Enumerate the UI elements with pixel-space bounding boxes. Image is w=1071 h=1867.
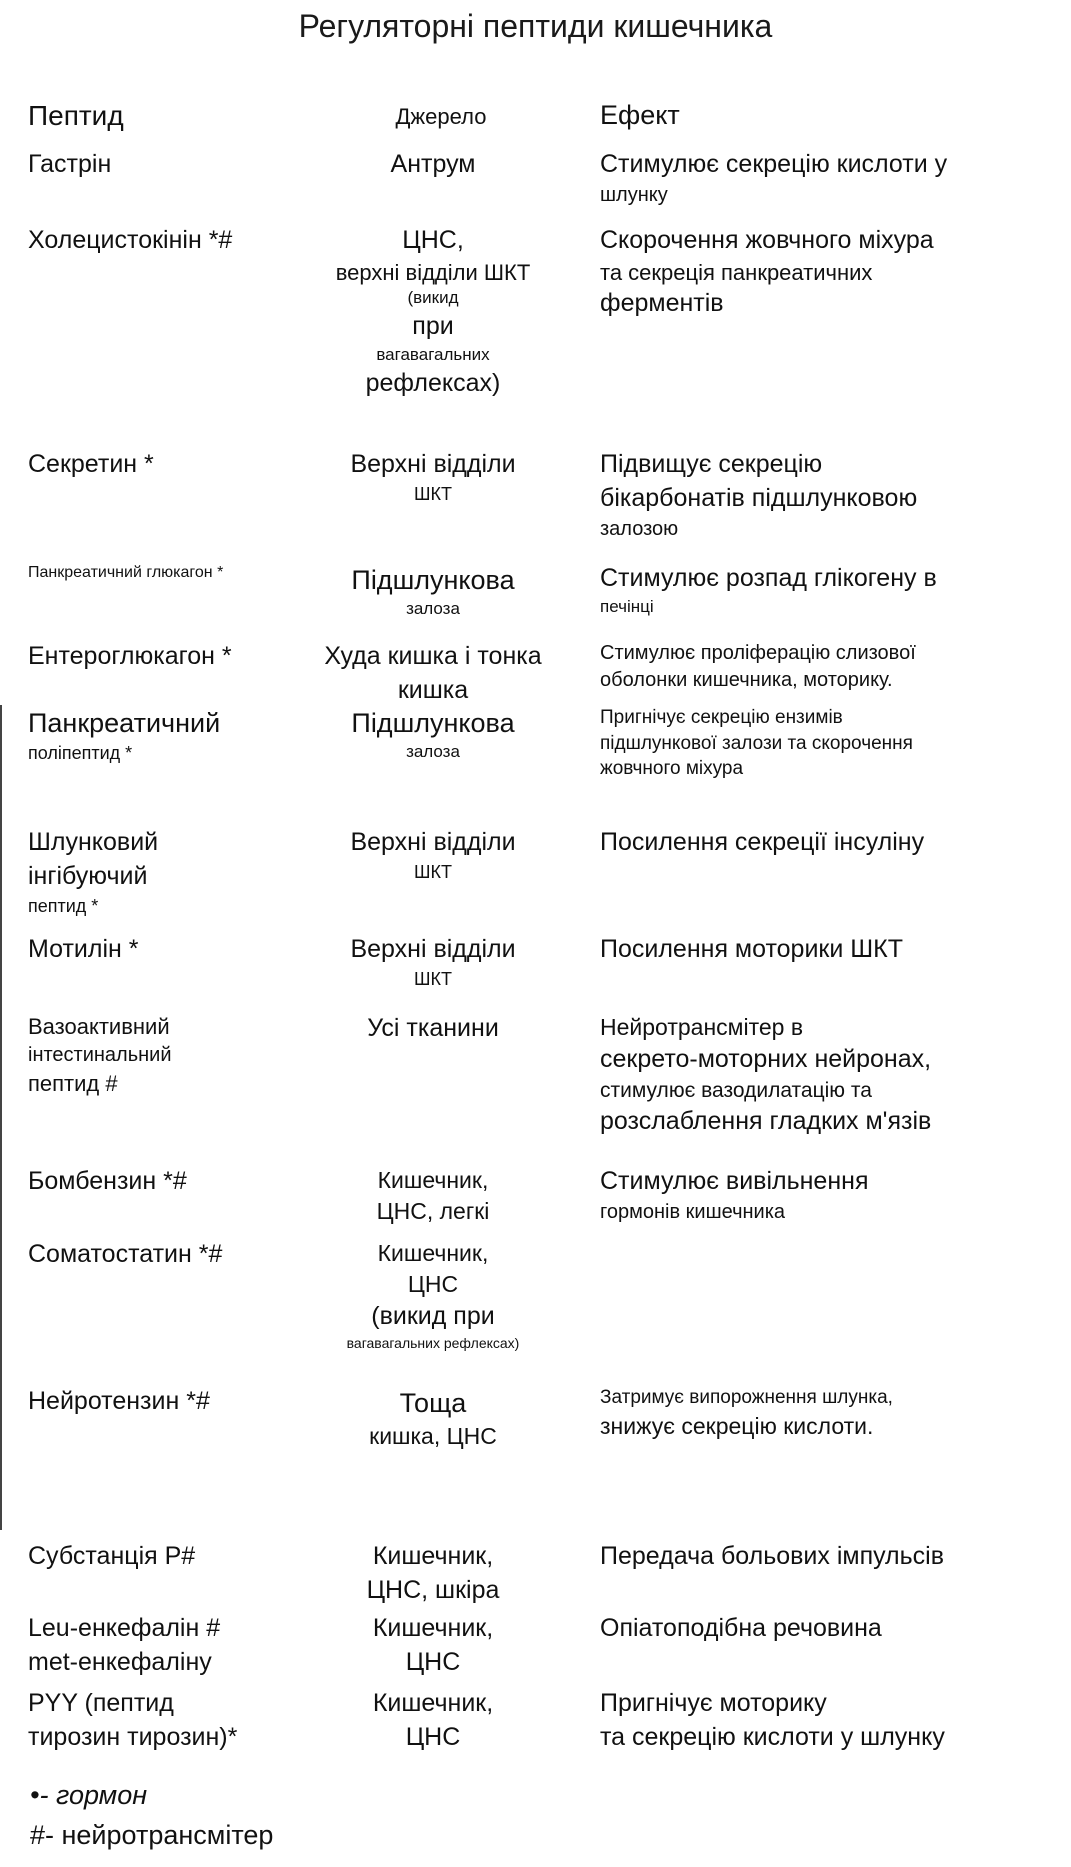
effect-cell <box>600 933 1055 967</box>
effect-cell-line: Нейротрансмітер в <box>600 1014 804 1040</box>
peptide-cell-line: Секретин * <box>28 450 154 478</box>
source-cell <box>292 148 574 182</box>
peptide-cell <box>28 562 290 584</box>
peptide-cell-line: Панкреатичний <box>28 708 221 738</box>
effect-cell-line: печінці <box>600 596 654 616</box>
left-edge-line <box>0 705 2 1085</box>
header-peptide: Пептид <box>28 100 124 131</box>
effect-cell-line: Передача больових імпульсів <box>600 1542 945 1570</box>
source-cell <box>292 1385 574 1452</box>
effect-cell-line: підшлункової залози та скорочення <box>600 732 913 754</box>
peptide-cell <box>28 1612 290 1680</box>
source-cell-line: Тоща <box>399 1388 467 1418</box>
effect-cell-line: знижує секрецію кислоти. <box>600 1412 874 1439</box>
source-cell-line: залоза <box>406 742 460 762</box>
source-cell-line: ЦНС <box>407 1271 459 1298</box>
peptide-cell <box>28 1165 290 1199</box>
source-cell <box>292 933 574 991</box>
source-cell <box>292 1540 574 1608</box>
legend-neurotransmitter: #- нейротрансмітер <box>30 1820 274 1850</box>
peptide-cell-line: пептид * <box>28 895 99 916</box>
source-cell-line: ЦНС, шкіра <box>366 1575 500 1604</box>
header-effect: Ефект <box>600 100 680 130</box>
peptide-cell-line: пептид # <box>28 1070 118 1096</box>
source-cell-line: Підшлункова <box>351 708 515 738</box>
source-cell-line: рефлексах) <box>365 369 501 398</box>
source-cell-line: вагавагальних рефлексах) <box>346 1334 520 1351</box>
peptide-cell-line: Субстанція Р# <box>28 1542 196 1570</box>
source-cell-line: Худа кишка і тонка кишка <box>324 642 542 704</box>
effect-cell <box>600 1385 1055 1442</box>
peptide-cell-line: Вазоактивний <box>28 1014 170 1039</box>
effect-cell <box>600 1612 1055 1646</box>
effect-cell-line: Скорочення жовчного міхура <box>600 226 934 254</box>
source-cell-line: Кишечник, <box>377 1167 489 1193</box>
source-cell-line: ЦНС, легкі <box>376 1198 490 1225</box>
effect-cell-line: розслаблення гладких м'язів <box>600 1107 932 1136</box>
effect-cell-line: Опіатоподібна речовина <box>600 1614 882 1642</box>
peptide-cell-line: Ентероглюкагон * <box>28 642 232 670</box>
effect-cell-line: Стимулює проліферацію слизової <box>600 642 916 664</box>
effect-cell <box>600 640 1055 694</box>
source-cell-line: Верхні відділи <box>350 828 516 856</box>
peptide-cell <box>28 224 290 258</box>
effect-cell <box>600 562 1055 619</box>
peptide-cell <box>28 148 290 182</box>
source-cell <box>292 1612 574 1680</box>
effect-cell-line: гормонів кишечника <box>600 1200 786 1223</box>
source-cell-line: Кишечник, <box>372 1614 494 1642</box>
source-cell <box>292 1238 574 1353</box>
source-cell <box>292 705 574 764</box>
peptide-cell <box>28 933 290 967</box>
source-cell-line: ЦНС <box>405 1722 461 1751</box>
peptide-cell <box>28 1687 290 1755</box>
source-cell <box>292 1012 574 1046</box>
effect-cell-line: Посилення моторики ШКТ <box>600 935 904 963</box>
effect-cell <box>600 1687 1055 1755</box>
source-cell <box>292 1165 574 1227</box>
effect-cell <box>600 1012 1055 1139</box>
source-cell-line: залоза <box>406 599 460 619</box>
peptide-cell <box>28 640 290 674</box>
effect-cell-line: Затримує випорожнення шлунка, <box>600 1387 893 1408</box>
source-cell-line: вагавагальних <box>376 345 490 365</box>
source-cell-line: Верхні відділи <box>350 450 516 478</box>
source-cell-line: ЦНС <box>405 1647 461 1676</box>
effect-cell-line: ферментів <box>600 289 724 318</box>
peptide-cell-line: інгібуючий <box>28 861 148 890</box>
peptide-cell-line: Холецистокінін *# <box>28 226 233 254</box>
effect-cell-line: секрето-моторних нейронах, <box>600 1045 932 1074</box>
peptide-cell-line: Соматостатин *# <box>28 1240 223 1268</box>
source-cell-line: ЦНС, <box>402 226 464 254</box>
effect-cell-line: та секреція панкреатичних <box>600 259 873 285</box>
source-cell-line: кишка, ЦНС <box>369 1423 497 1450</box>
effect-cell-line: Пригнічує секрецію ензимів <box>600 707 843 728</box>
effect-cell-line: оболонки кишечника, моторику. <box>600 669 893 691</box>
page-title: Регуляторні пептиди кишечника <box>298 8 773 44</box>
effect-cell <box>600 224 1055 321</box>
effect-cell-line: стимулює вазодилатацію та <box>600 1078 872 1102</box>
effect-cell <box>600 1540 1055 1574</box>
peptide-cell-line: Бомбензин *# <box>28 1167 187 1195</box>
effect-cell-line: Стимулює розпад глікогену в <box>600 564 937 592</box>
peptide-cell-line: інтестинальний <box>28 1043 172 1066</box>
peptide-cell <box>28 1238 290 1272</box>
peptide-cell-line: тирозин тирозин)* <box>28 1722 238 1751</box>
peptide-cell <box>28 826 290 918</box>
source-cell <box>292 448 574 506</box>
source-cell-line: (викид при <box>371 1302 495 1331</box>
legend-hormone: •- гормон <box>30 1780 148 1810</box>
effect-cell <box>600 826 1055 860</box>
effect-cell-line: Пригнічує моторику <box>600 1689 827 1717</box>
effect-cell-line: залозою <box>600 517 679 540</box>
peptide-cell-line: Шлунковий <box>28 828 159 856</box>
effect-cell-line: шлунку <box>600 183 668 206</box>
source-cell-line: при <box>412 312 454 341</box>
effect-cell-line: Підвищує секрецію <box>600 450 823 478</box>
peptide-cell <box>28 1012 290 1098</box>
source-cell <box>292 224 574 401</box>
source-cell-line: (викид <box>407 288 459 308</box>
peptide-cell-line: Панкреатичний глюкагон * <box>28 564 224 581</box>
effect-cell-line: жовчного міхура <box>600 758 744 780</box>
source-cell-line: Усі тканини <box>367 1014 499 1042</box>
effect-cell <box>600 1165 1055 1226</box>
source-cell <box>292 1687 574 1755</box>
source-cell-line: Кишечник, <box>372 1689 494 1717</box>
peptide-cell-line: Leu-енкефалін # <box>28 1614 221 1642</box>
peptide-cell-line: Гастрін <box>28 150 112 178</box>
effect-cell-line: Стимулює вивільнення <box>600 1167 869 1195</box>
source-cell-line: Підшлункова <box>351 565 515 595</box>
peptide-cell-line: поліпептид * <box>28 743 133 764</box>
peptide-cell-line: PYY (пептид <box>28 1689 174 1717</box>
source-cell-line: ШКТ <box>414 483 452 504</box>
effect-cell-line: Стимулює секрецію кислоти у <box>600 150 948 178</box>
peptide-cell <box>28 448 290 482</box>
source-cell-line: Верхні відділи <box>350 935 516 963</box>
left-edge-line <box>0 1085 2 1530</box>
effect-cell <box>600 448 1055 543</box>
peptide-cell <box>28 705 290 766</box>
source-cell-line: Антрум <box>390 150 476 178</box>
peptide-cell-line: met-енкефаліну <box>28 1647 212 1676</box>
source-cell-line: ШКТ <box>414 861 452 882</box>
peptide-cell-line: Нейротензин *# <box>28 1387 210 1415</box>
effect-cell <box>600 705 1055 782</box>
effect-cell-line: та секрецію кислоти у шлунку <box>600 1722 945 1751</box>
source-cell-line: Кишечник, <box>377 1240 489 1266</box>
source-cell-line: Кишечник, <box>372 1542 494 1570</box>
source-cell-line: верхні відділи ШКТ <box>335 259 531 285</box>
effect-cell-line: Посилення секреції інсуліну <box>600 828 925 856</box>
source-cell <box>292 826 574 884</box>
header-source: Джерело <box>395 104 487 129</box>
peptide-cell-line: Мотилін * <box>28 935 139 963</box>
source-cell <box>292 562 574 621</box>
peptide-cell <box>28 1540 290 1574</box>
effect-cell-line: бікарбонатів підшлунковою <box>600 483 918 512</box>
effect-cell <box>600 148 1055 209</box>
source-cell-line: ШКТ <box>414 968 452 989</box>
peptide-cell <box>28 1385 290 1419</box>
source-cell <box>292 640 574 708</box>
